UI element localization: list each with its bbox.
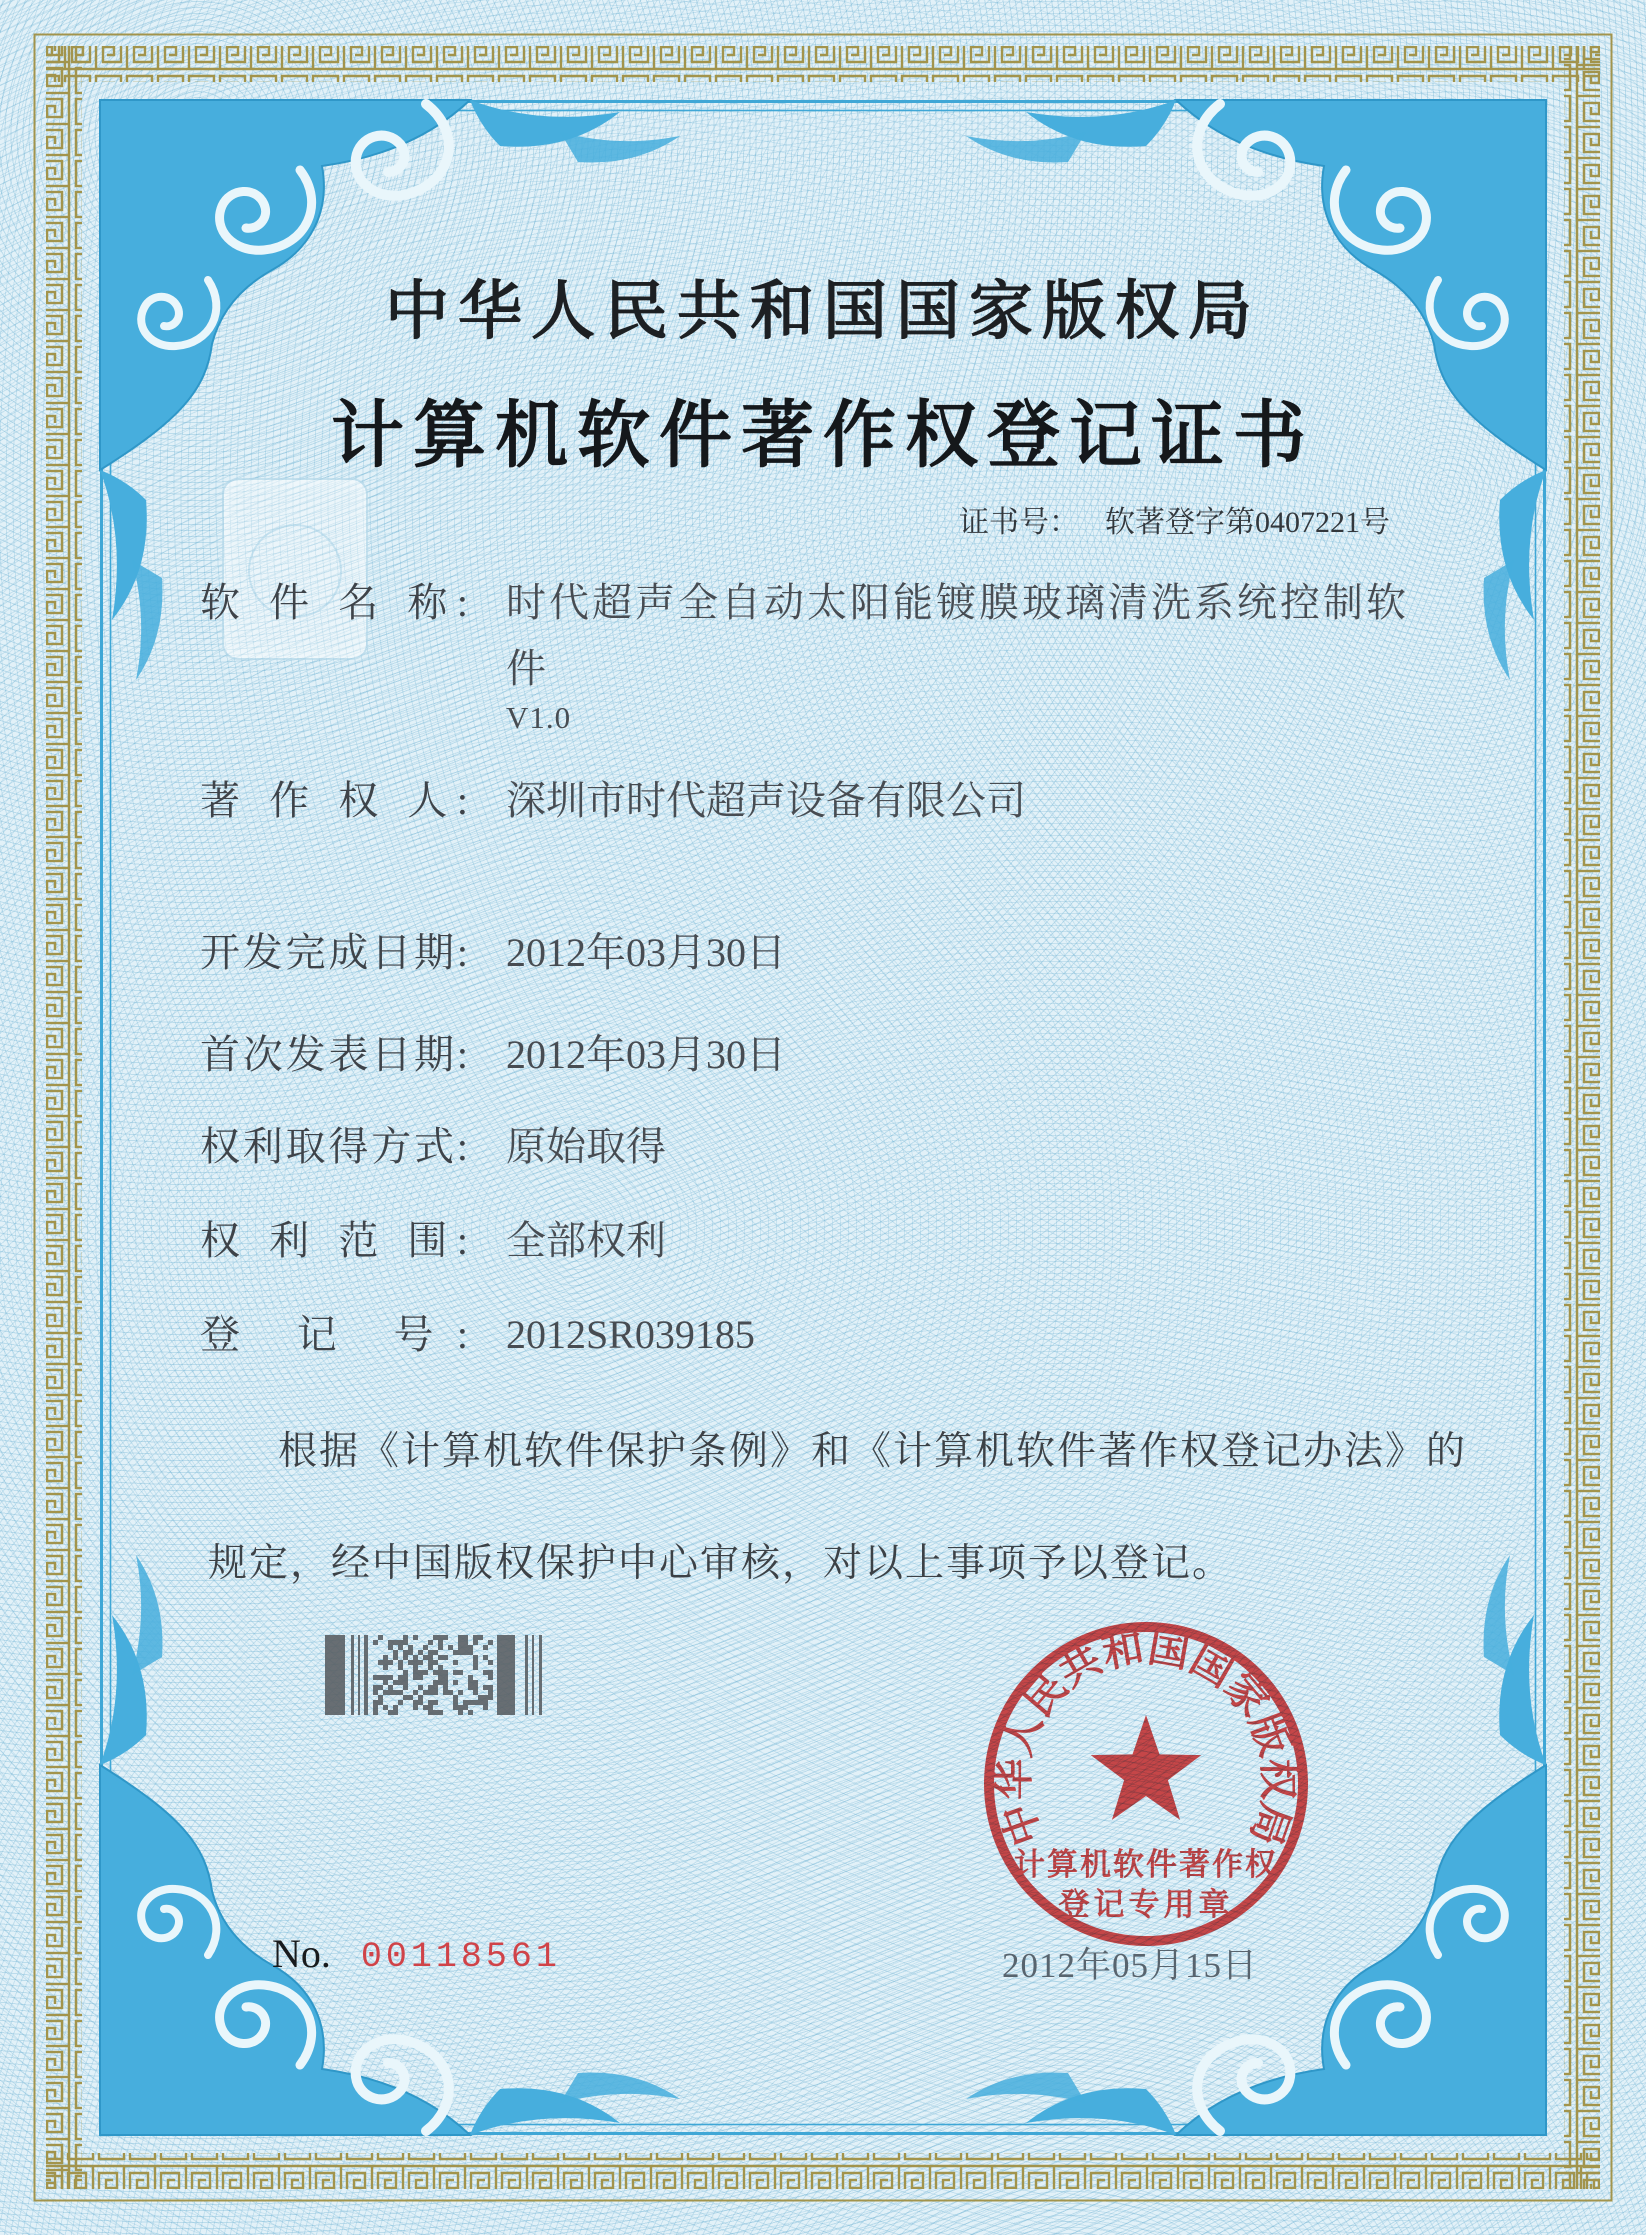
field-value: 2012SR039185 [506, 1312, 755, 1357]
field-value: 深圳市时代超声设备有限公司 [506, 778, 1026, 823]
authority-title: 中华人民共和国国家版权局 [385, 276, 1261, 347]
field-label: 著 作 权 人: [200, 778, 468, 823]
gold-outer-line [35, 35, 1612, 2201]
barcode [325, 1635, 558, 1717]
field-value: 全部权利 [506, 1218, 666, 1263]
certificate-number [959, 497, 1390, 541]
field-label: 开发完成日期: [200, 930, 468, 975]
field-label: 权利取得方式: [200, 1124, 468, 1169]
gold-meander-border [46, 46, 1600, 2189]
certificate-title: 计算机软件著作权登记证书 [331, 395, 1315, 476]
serial-number-label: No. [272, 1931, 331, 1976]
field-value: 2012年03月30日 [506, 1032, 786, 1077]
field-label: 登 记 号: [200, 1312, 468, 1357]
software-version: V1.0 [506, 700, 572, 735]
issue-date: 2012年05月15日 [1002, 1946, 1259, 1985]
field-row-rights-acquisition [200, 1124, 666, 1170]
certificate-number-label: 证书号： [959, 506, 1079, 539]
field-label: 首次发表日期: [200, 1032, 468, 1077]
statement-line2: 规定，经中国版权保护中心审核，对以上事项予以登记。 [208, 1542, 1234, 1585]
star-icon [1091, 1715, 1201, 1820]
certificate-number-value: 软著登字第0407221号 [1105, 506, 1390, 539]
field-row-software-name [200, 580, 1409, 736]
field-row-first-publish-date [200, 1032, 786, 1078]
field-value-software-name [506, 580, 1409, 736]
field-value: 2012年03月30日 [506, 930, 786, 975]
software-name-line2: 件 [506, 646, 549, 691]
official-seal [962, 1603, 1330, 1975]
seal-inner-line2: 登记专用章 [1058, 1887, 1234, 1922]
field-value: 原始取得 [506, 1124, 666, 1169]
field-row-dev-complete-date [200, 930, 786, 976]
statement-line1: 根据《计算机软件保护条例》和《计算机软件著作权登记办法》的 [278, 1430, 1468, 1473]
serial-number-value: 00118561 [360, 1937, 561, 1977]
seal-inner-line1: 计算机软件著作权 [1014, 1847, 1278, 1882]
serial-number-row [272, 1930, 561, 1978]
field-row-copyright-owner [200, 778, 1026, 824]
field-row-registration-number [200, 1312, 755, 1358]
field-label: 权 利 范 围: [200, 1218, 468, 1263]
field-label: 软 件 名 称: [200, 580, 468, 625]
software-name-line1: 时代超声全自动太阳能镀膜玻璃清洗系统控制软 [506, 580, 1409, 625]
field-row-rights-scope [200, 1218, 666, 1264]
seal-ring-text: 中华人民共和国国家版权局 [990, 1623, 1302, 1852]
